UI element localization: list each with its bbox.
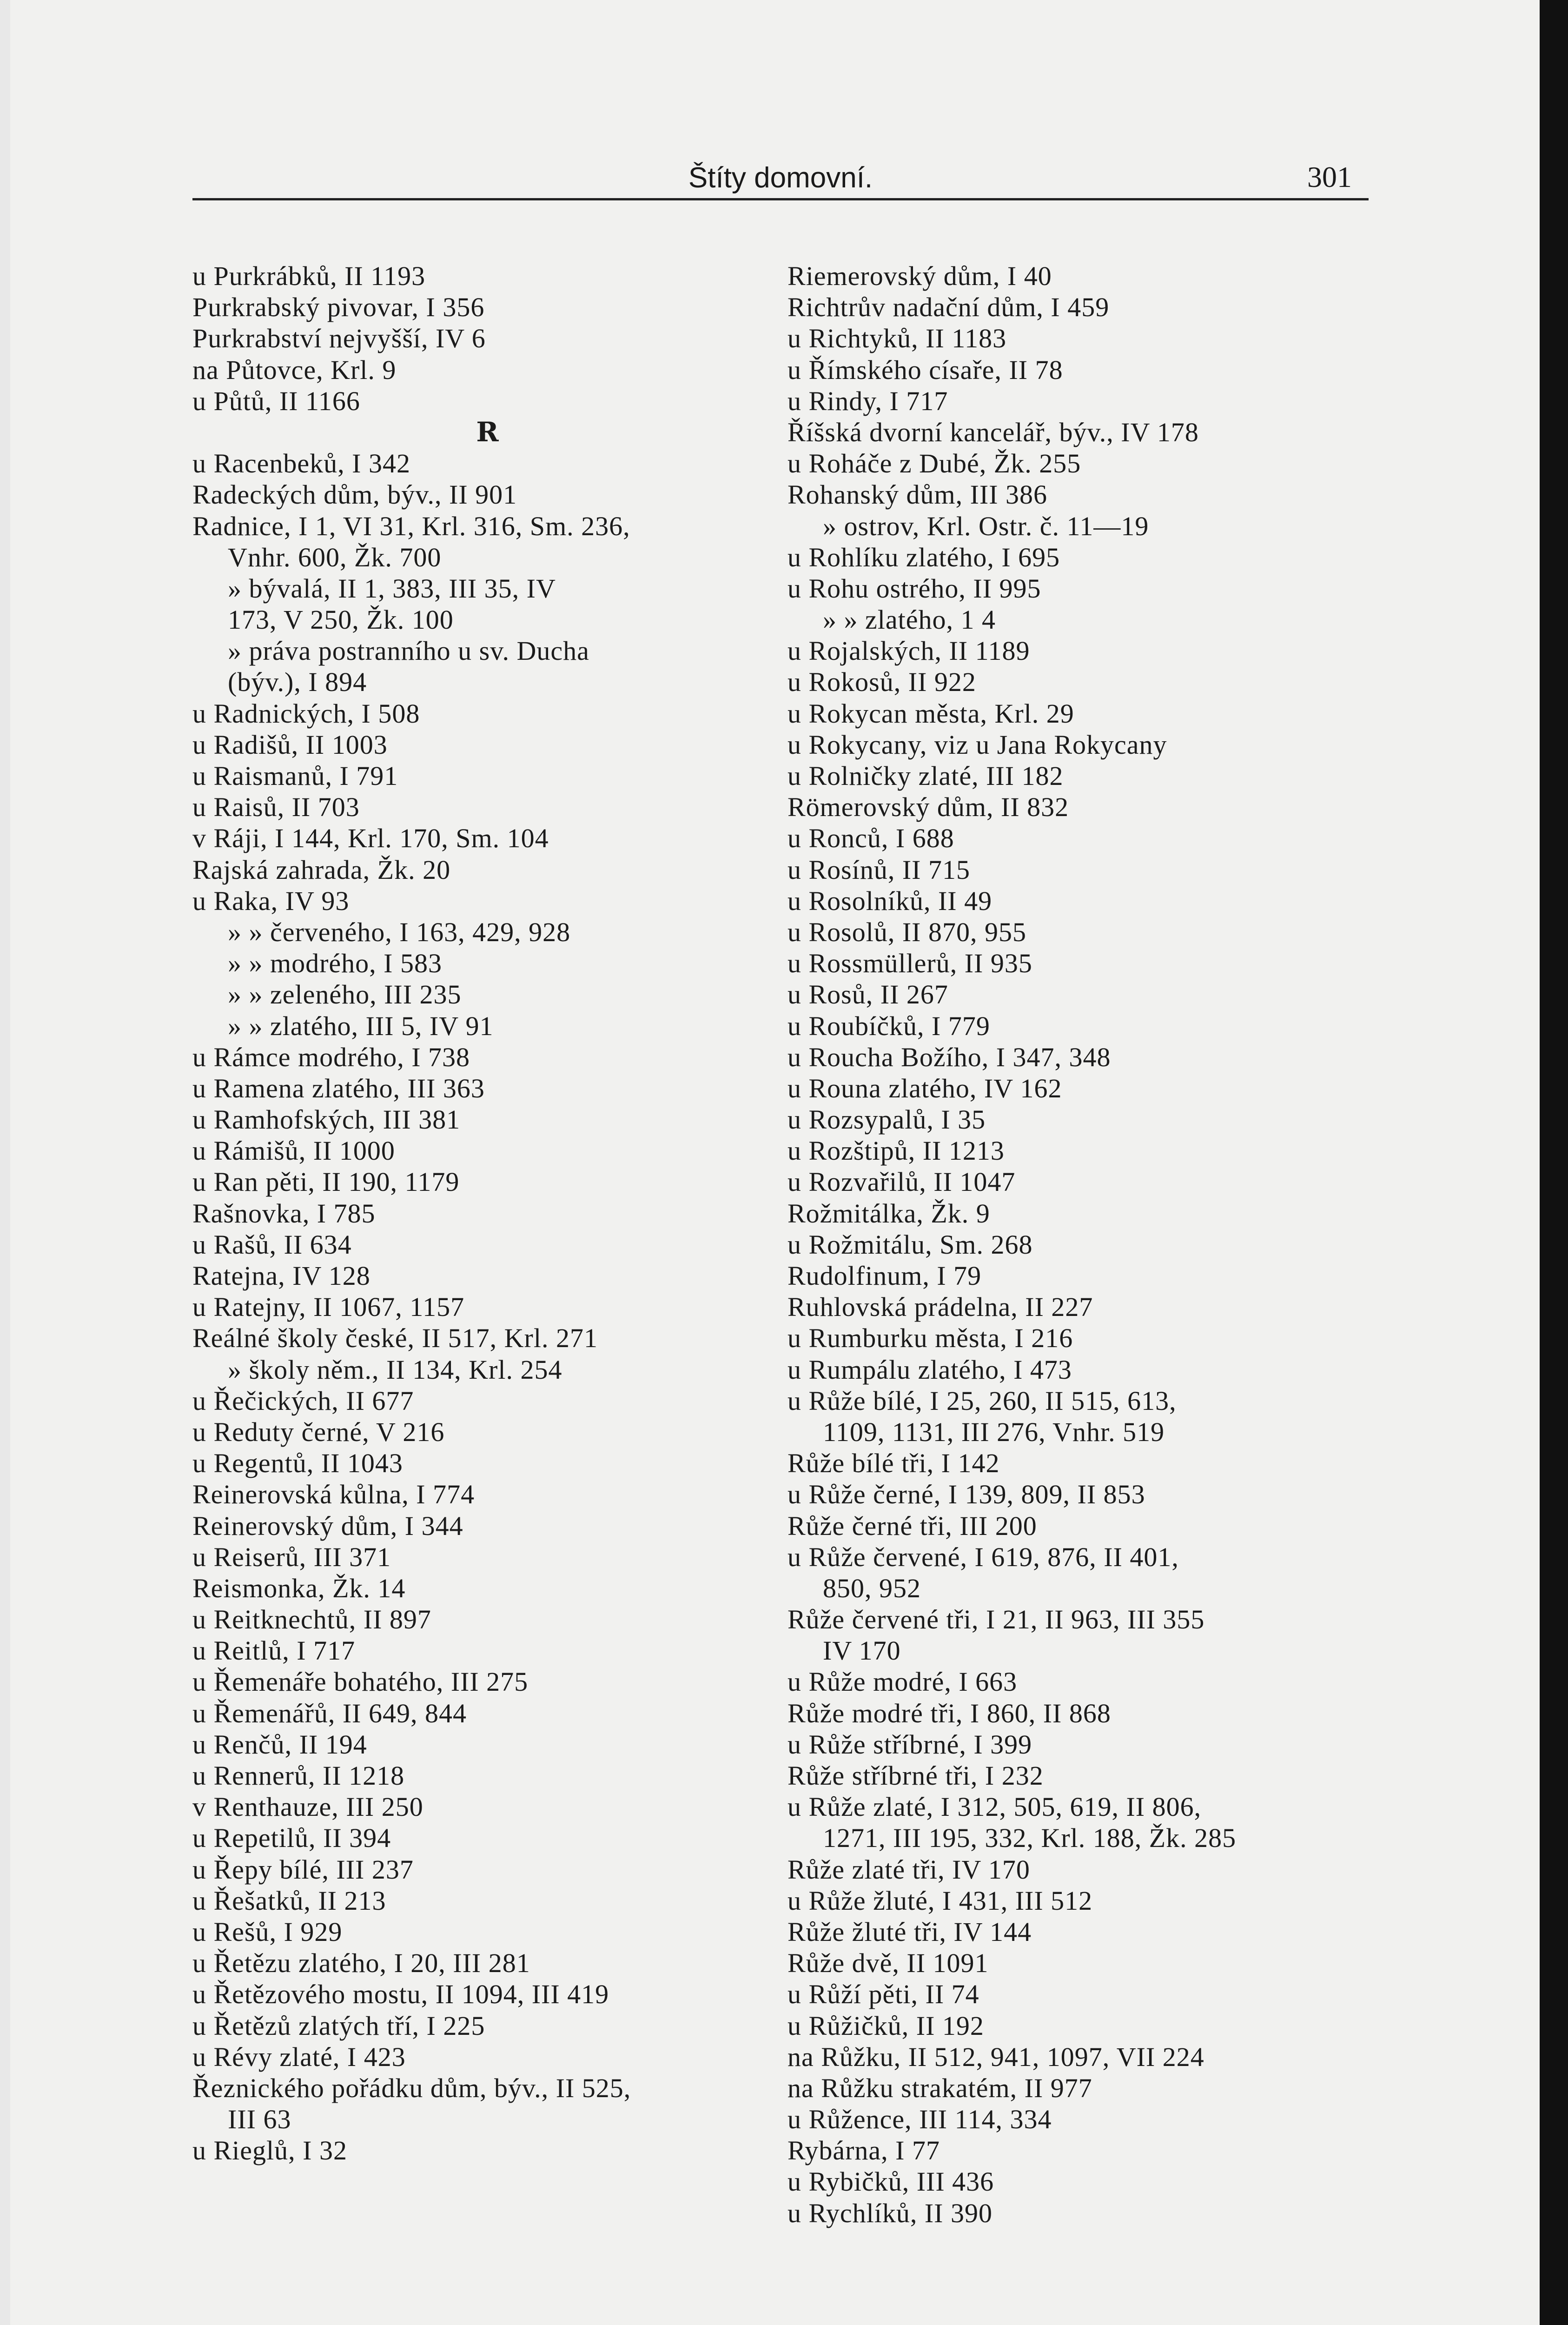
index-entry: u Rokycan města, Krl. 29 <box>787 698 1074 729</box>
index-entry: u Růže stříbrné, I 399 <box>787 1729 1032 1760</box>
index-entry: » » modrého, I 583 <box>228 948 442 979</box>
index-entry: u Půtů, II 1166 <box>192 385 360 416</box>
index-entry: u Rešů, I 929 <box>192 1916 343 1947</box>
index-entry: 173, V 250, Žk. 100 <box>228 604 454 635</box>
index-entry: Purkrabský pivovar, I 356 <box>192 292 485 323</box>
index-entry: v Ráji, I 144, Krl. 170, Sm. 104 <box>192 823 549 854</box>
index-entry: » práva postranního u sv. Ducha <box>228 636 589 666</box>
index-entry: u Rouna zlatého, IV 162 <box>787 1073 1062 1103</box>
index-entry: u Růže modré, I 663 <box>787 1667 1018 1697</box>
index-entry: Rajská zahrada, Žk. 20 <box>192 854 451 885</box>
index-entry: u Raisů, II 703 <box>192 792 360 823</box>
index-entry: Řeznického pořádku dům, býv., II 525, <box>192 2073 631 2103</box>
section-letter: R <box>476 416 499 448</box>
book-page <box>10 0 1540 2325</box>
index-entry: u Rossmüllerů, II 935 <box>787 948 1032 979</box>
index-entry: Říšská dvorní kancelář, býv., IV 178 <box>787 417 1199 447</box>
index-entry: u Rieglů, I 32 <box>192 2135 347 2166</box>
index-entry: u Révy zlaté, I 423 <box>192 2041 406 2072</box>
index-entry: u Růže červené, I 619, 876, II 401, <box>787 1541 1179 1572</box>
index-entry: u Rohlíku zlatého, I 695 <box>787 542 1060 572</box>
index-entry: na Růžku strakatém, II 977 <box>787 2073 1092 2103</box>
index-entry: u Rozštipů, II 1213 <box>787 1136 1005 1166</box>
index-entry: 1271, III 195, 332, Krl. 188, Žk. 285 <box>823 1823 1237 1853</box>
index-entry: u Rámišů, II 1000 <box>192 1136 395 1166</box>
index-entry: Růže bílé tři, I 142 <box>787 1448 1000 1479</box>
index-entry: u Rozvařilů, II 1047 <box>787 1167 1016 1197</box>
index-entry: u Rosů, II 267 <box>787 979 948 1010</box>
index-entry: u Ramena zlatého, III 363 <box>192 1073 485 1103</box>
index-entry: u Rennerů, II 1218 <box>192 1760 405 1791</box>
index-entry: u Reiserů, III 371 <box>192 1541 391 1572</box>
index-entry: u Roucha Božího, I 347, 348 <box>787 1042 1111 1072</box>
index-entry: u Rožmitálu, Sm. 268 <box>787 1229 1033 1260</box>
index-entry: u Radnických, I 508 <box>192 698 420 729</box>
index-entry: III 63 <box>228 2104 291 2135</box>
index-entry: IV 170 <box>823 1635 901 1666</box>
index-entry: » » zlatého, III 5, IV 91 <box>228 1010 494 1041</box>
page-number: 301 <box>1307 160 1352 193</box>
index-entry: u Růže žluté, I 431, III 512 <box>787 1885 1093 1916</box>
index-entry: u Rozsypalů, I 35 <box>787 1104 986 1135</box>
index-entry: u Ratejny, II 1067, 1157 <box>192 1292 465 1322</box>
index-entry: Riemerovský dům, I 40 <box>787 261 1052 291</box>
index-entry: Růže černé tři, III 200 <box>787 1510 1037 1541</box>
index-entry: » bývalá, II 1, 383, III 35, IV <box>228 573 556 604</box>
index-entry: u Regentů, II 1043 <box>192 1448 403 1479</box>
index-entry: u Rokycany, viz u Jana Rokycany <box>787 729 1167 760</box>
index-entry: u Ran pěti, II 190, 1179 <box>192 1167 460 1197</box>
index-entry: Reálné školy české, II 517, Krl. 271 <box>192 1323 598 1354</box>
index-entry: Růže stříbrné tři, I 232 <box>787 1760 1044 1791</box>
index-entry: u Reitknechtů, II 897 <box>192 1604 431 1635</box>
index-entry: u Rámce modrého, I 738 <box>192 1042 470 1072</box>
index-entry: » » červeného, I 163, 429, 928 <box>228 917 571 947</box>
index-entry: u Rohu ostrého, II 995 <box>787 573 1041 604</box>
index-entry: Rožmitálka, Žk. 9 <box>787 1198 990 1229</box>
index-entry: u Roubíčků, I 779 <box>787 1010 990 1041</box>
index-entry: u Řemenáře bohatého, III 275 <box>192 1667 529 1697</box>
index-entry: Rašnovka, I 785 <box>192 1198 376 1229</box>
index-entry: na Růžku, II 512, 941, 1097, VII 224 <box>787 2041 1204 2072</box>
index-column-left <box>192 260 783 2166</box>
index-column-right <box>787 260 1387 2229</box>
index-entry: u Reitlů, I 717 <box>192 1635 356 1666</box>
index-entry: u Rumpálu zlatého, I 473 <box>787 1354 1072 1385</box>
index-entry: u Římského císaře, II 78 <box>787 354 1063 385</box>
index-entry: u Růžičků, II 192 <box>787 2010 984 2041</box>
index-entry: » školy něm., II 134, Krl. 254 <box>228 1354 562 1385</box>
index-entry: u Rosolníků, II 49 <box>787 885 992 916</box>
index-entry: u Řemenářů, II 649, 844 <box>192 1698 467 1728</box>
index-entry: Rohanský dům, III 386 <box>787 479 1048 510</box>
index-entry: u Řešatků, II 213 <box>192 1885 386 1916</box>
index-entry: u Ramhofských, III 381 <box>192 1104 461 1135</box>
index-entry: u Rumburku města, I 216 <box>787 1323 1073 1354</box>
index-entry: (býv.), I 894 <box>228 667 367 698</box>
index-entry: u Rosolů, II 870, 955 <box>787 917 1026 947</box>
index-entry: Rudolfinum, I 79 <box>787 1261 982 1291</box>
index-entry: u Richtyků, II 1183 <box>787 323 1007 354</box>
index-entry: u Repetilů, II 394 <box>192 1823 391 1853</box>
index-entry: Reinerovská kůlna, I 774 <box>192 1479 475 1510</box>
index-entry: 850, 952 <box>823 1573 921 1603</box>
index-entry: u Rojalských, II 1189 <box>787 636 1030 666</box>
index-entry: u Roháče z Dubé, Žk. 255 <box>787 448 1081 479</box>
index-entry: u Růže zlaté, I 312, 505, 619, II 806, <box>787 1792 1202 1822</box>
index-entry: Reismonka, Žk. 14 <box>192 1573 406 1603</box>
index-entry: » » zlatého, 1 4 <box>823 604 996 635</box>
index-entry: Richtrův nadační dům, I 459 <box>787 292 1110 323</box>
index-entry: » » zeleného, III 235 <box>228 979 462 1010</box>
index-entry: u Radišů, II 1003 <box>192 729 388 760</box>
index-entry: u Racenbeků, I 342 <box>192 448 410 479</box>
index-entry: u Řečických, II 677 <box>192 1385 414 1416</box>
index-entry: u Raka, IV 93 <box>192 885 350 916</box>
index-entry: Vnhr. 600, Žk. 700 <box>228 542 442 572</box>
running-header <box>192 153 1369 200</box>
index-entry: u Rychlíků, II 390 <box>787 2198 992 2228</box>
index-entry: na Půtovce, Krl. 9 <box>192 354 397 385</box>
index-entry: u Reduty černé, V 216 <box>192 1416 445 1447</box>
index-entry: u Řetězů zlatých tří, I 225 <box>192 2010 485 2041</box>
index-entry: Radnice, I 1, VI 31, Krl. 316, Sm. 236, <box>192 511 630 541</box>
index-entry: Reinerovský dům, I 344 <box>192 1510 463 1541</box>
index-entry: u Rolničky zlaté, III 182 <box>787 761 1064 791</box>
index-entry: u Rosínů, II 715 <box>787 854 970 885</box>
index-entry: Purkrabství nejvyšší, IV 6 <box>192 323 486 354</box>
index-entry: u Ronců, I 688 <box>787 823 954 854</box>
index-entry: u Renčů, II 194 <box>192 1729 367 1760</box>
index-entry: Rybárna, I 77 <box>787 2135 940 2166</box>
page-title: Štíty domovní. <box>688 162 873 194</box>
index-entry: Růže dvě, II 1091 <box>787 1948 989 1979</box>
index-entry: u Růže černé, I 139, 809, II 853 <box>787 1479 1145 1510</box>
index-entry: Růže zlaté tři, IV 170 <box>787 1854 1030 1885</box>
index-entry: u Řepy bílé, III 237 <box>192 1854 414 1885</box>
index-entry: 1109, 1131, III 276, Vnhr. 519 <box>823 1416 1165 1447</box>
scan-edge <box>0 0 10 2325</box>
index-entry: u Růžence, III 114, 334 <box>787 2104 1052 2135</box>
index-entry: u Rybičků, III 436 <box>787 2166 994 2197</box>
index-entry: Růže modré tři, I 860, II 868 <box>787 1698 1111 1728</box>
index-entry: u Růží pěti, II 74 <box>787 1979 979 2010</box>
index-entry: u Růže bílé, I 25, 260, II 515, 613, <box>787 1385 1177 1416</box>
index-entry: u Rindy, I 717 <box>787 385 948 416</box>
index-entry: u Rokosů, II 922 <box>787 667 976 698</box>
index-entry: u Řetězu zlatého, I 20, III 281 <box>192 1948 530 1979</box>
index-entry: u Řetězového mostu, II 1094, III 419 <box>192 1979 609 2010</box>
index-entry: Růže červené tři, I 21, II 963, III 355 <box>787 1604 1205 1635</box>
index-entry: Römerovský dům, II 832 <box>787 792 1069 823</box>
index-entry: Ratejna, IV 128 <box>192 1261 370 1291</box>
index-entry: v Renthauze, III 250 <box>192 1792 423 1822</box>
index-entry: Růže žluté tři, IV 144 <box>787 1916 1032 1947</box>
index-entry: u Raismanů, I 791 <box>192 761 398 791</box>
index-entry: » ostrov, Krl. Ostr. č. 11—19 <box>823 511 1149 541</box>
index-entry: u Purkrábků, II 1193 <box>192 261 426 291</box>
index-entry: Ruhlovská prádelna, II 227 <box>787 1292 1093 1322</box>
index-entry: u Rašů, II 634 <box>192 1229 352 1260</box>
index-entry: Radeckých dům, býv., II 901 <box>192 479 517 510</box>
